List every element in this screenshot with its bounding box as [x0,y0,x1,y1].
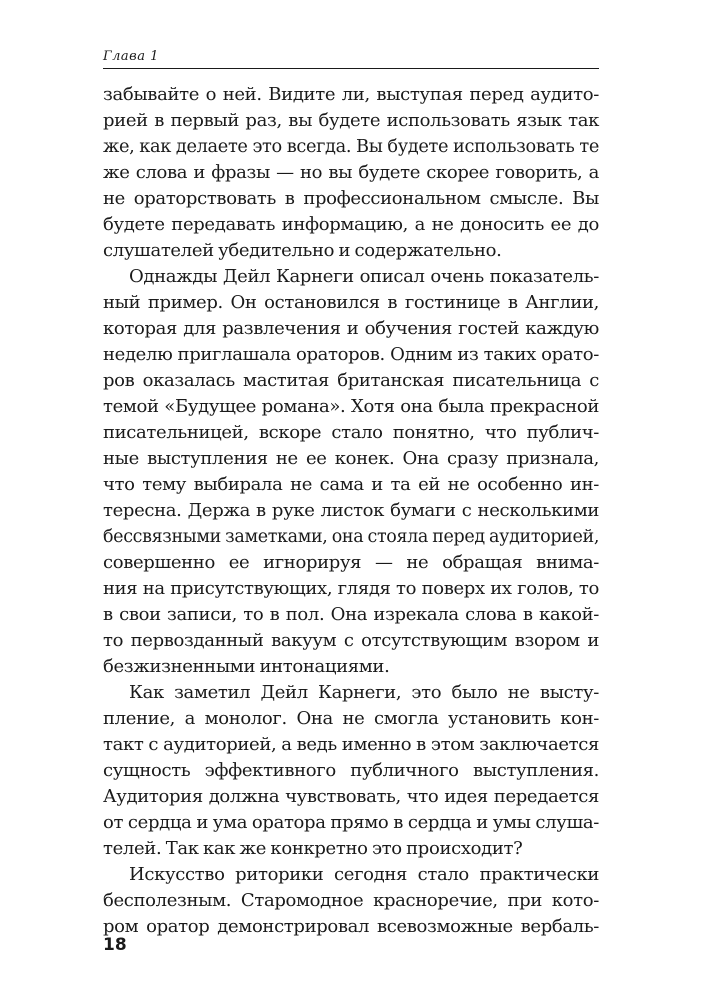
text-line: такт с аудиторией, а ведь именно в этом заключается [103,734,599,755]
text-line: бессвязными заметками, она стояла перед аудиторией, [103,527,600,547]
text-line: совершенно ее игнорируя — не обращая внима- [103,552,599,573]
paragraph [103,264,599,680]
text-line: безжизненными интонациями. [103,656,390,677]
text-line: писательницей, вскоре стало понятно, что публич- [103,422,599,443]
paragraph [103,680,599,862]
text-line: которая для развлечения и обучения гостей каждую [103,318,599,339]
text-line: Искусство риторики сегодня стало практически [129,864,599,885]
text-line: в свои записи, то в пол. Она изрекала слова в какой- [103,604,599,625]
page-number: 18 [103,935,127,955]
text-line: ния на присутствующих, глядя то поверх их голов, то [103,578,599,599]
text-line: ром оратор демонстрировал всевозможные вербаль- [103,916,599,937]
body-text [103,82,599,940]
running-header [103,44,599,69]
text-line: будете передавать информацию, а не доносить ее до [103,214,599,235]
text-line: ный пример. Он остановился в гостинице в Англии, [103,292,599,313]
text-line: ные выступления не ее конек. Она сразу признала, [103,448,599,469]
text-line: забывайте о ней. Видите ли, выступая перед аудито- [103,84,599,105]
text-line: пление, а монолог. Она не смогла установить кон- [103,708,599,729]
text-line: же слова и фразы — но вы будете скорее говорить, а [103,162,599,183]
text-line: слушателей убедительно и содержательно. [103,240,502,261]
text-line: Аудитория должна чувствовать, что идея передается [103,786,599,807]
text-line: же, как делаете это всегда. Вы будете использовать те [103,137,599,157]
text-line: тересна. Держа в руке листок бумаги с несколькими [103,500,599,521]
text-line: не ораторствовать в профессиональном смысле. Вы [103,188,599,209]
text-line: сущность эффективного публичного выступления. [103,760,599,781]
text-line: телей. Так как же конкретно это происходит? [103,838,523,859]
text-line: то первозданный вакуум с отсутствующим взором и [103,630,599,651]
text-line: неделю приглашала ораторов. Одним из таких орато- [103,344,599,365]
paragraph [103,862,599,940]
text-line: Как заметил Дейл Карнеги, это было не высту- [129,682,599,703]
text-line: рией в первый раз, вы будете использовать язык так [103,110,599,131]
chapter-title: Глава 1 [103,49,159,64]
paragraph [103,82,599,264]
text-line: от сердца и ума оратора прямо в сердца и умы слуша- [103,812,599,833]
text-line: что тему выбирала не сама и та ей не особенно ин- [103,474,599,495]
text-line: бесполезным. Старомодное красноречие, при кото- [103,890,599,911]
text-line: ров оказалась маститая британская писательница с [103,370,599,391]
text-line: темой «Будущее романа». Хотя она была прекрасной [103,396,599,417]
text-line: Однажды Дейл Карнеги описал очень показатель- [129,266,599,287]
